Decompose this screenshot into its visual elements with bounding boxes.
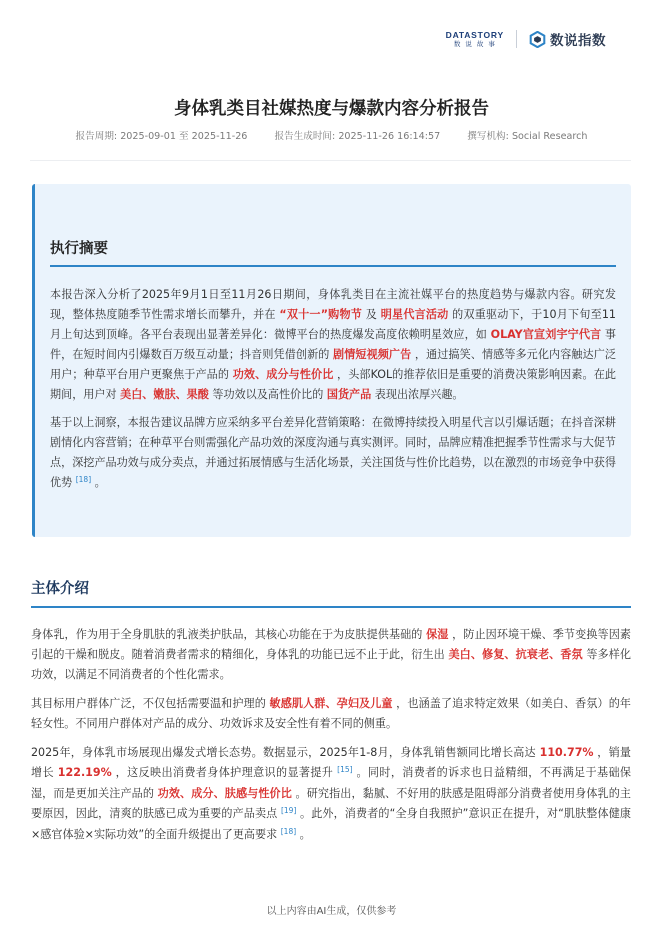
datastory-logo-word: DATASTORY xyxy=(445,29,504,40)
citation-link[interactable]: [19] xyxy=(280,806,297,815)
text-run: 的双重驱动下，于10月下旬至11月上旬达到顶峰。各平台表现出显著差异化：微博平台的热度爆发高度依赖明星效应，如 xyxy=(50,308,616,341)
text-run: ，头部KOL的推荐依旧是重要的消费决策影响因素。在此期间，用户对 xyxy=(50,368,616,401)
brand-header xyxy=(446,29,606,49)
text-run: 。同时，消费者的诉求也日益精细，不再满足于基础保湿，而是更加关注产品的 xyxy=(31,766,631,800)
executive-summary-heading: 执行摘要 xyxy=(50,237,616,267)
brand-divider xyxy=(516,30,517,48)
subject-introduction-section xyxy=(31,577,631,846)
text-run: 。研究指出，黏腻、不好用的肤感是阻碍部分消费者使用身体乳的主要原因，因此，清爽的肤感已成为重要的产品卖点 xyxy=(31,787,632,820)
highlight-efficacy-ingredients: 功效、成分与性价比 xyxy=(232,368,334,381)
text-run: 等多样化功效，以满足不同消费者的个性化需求。 xyxy=(31,648,632,681)
highlight-consumer-focus: 功效、成分、肤感与性价比 xyxy=(157,787,292,800)
text-run: 本报告深入分析了2025年9月1日至11月26日期间，身体乳类目在主流社媒平台的热度趋势与爆款内容。研究发现，整体热度随季节性需求增长而攀升，并在 xyxy=(50,288,616,321)
brand-name: 数说指数 xyxy=(550,33,606,49)
text-run: ，防止因环境干燥、季节变换等因素引起的干燥和脱皮。随着消费者需求的精细化，身体乳的功能已远不止于此，衍生出 xyxy=(31,628,631,661)
intro-paragraph-1 xyxy=(31,625,631,685)
highlight-double-eleven: “双十一”购物节 xyxy=(279,308,363,321)
summary-paragraph-1 xyxy=(50,285,616,405)
text-run: 身体乳，作为用于全身肌肤的乳液类护肤品，其核心功能在于为皮肤提供基础的 xyxy=(31,628,427,641)
highlight-sales-growth: 110.77% xyxy=(539,746,594,759)
intro-paragraph-2 xyxy=(31,694,631,734)
datastory-logo-sub: 数说故事 xyxy=(453,39,500,48)
citation-link[interactable]: [18] xyxy=(75,475,92,484)
highlight-domestic-products: 国货产品 xyxy=(326,388,372,401)
highlight-celebrity-endorsement: 明星代言活动 xyxy=(380,308,449,321)
citation-link[interactable]: [18] xyxy=(280,827,297,836)
text-run: ，销量增长 xyxy=(31,746,631,779)
highlight-target-users: 敏感肌人群、孕妇及儿童 xyxy=(269,697,393,710)
subject-introduction-heading: 主体介绍 xyxy=(31,577,631,608)
summary-paragraph-2 xyxy=(50,413,616,494)
footer-disclaimer: 以上内容由AI生成，仅供参考 xyxy=(266,906,397,917)
intro-paragraph-3 xyxy=(31,743,631,846)
highlight-whitening-tender-acid: 美白、嫩肤、果酸 xyxy=(120,388,209,401)
text-run: 等功效以及高性价比的 xyxy=(208,388,327,401)
report-title: 身体乳类目社媒热度与爆款内容分析报告 xyxy=(174,99,489,119)
text-run: ，这反映出消费者身体护理意识的显著提升 xyxy=(111,766,338,779)
text-run: 。此外，消费者的“全身自我照护”意识正在提升，对“肌肤整体健康×感官体验×实际功效”的全面升级提出了更高要求 xyxy=(31,807,631,841)
text-run: ，也涵盖了追求特定效果（如美白、香氛）的年轻女性。不同用户群体对产品的成分、功效诉求及安全性有着不同的侧重。 xyxy=(31,697,631,730)
datastory-logo xyxy=(446,30,504,49)
text-run: ，通过搞笑、情感等多元化内容触达广泛用户；种草平台用户更聚焦于产品的 xyxy=(50,348,617,381)
highlight-drama-video-ads: 剧情短视频广告 xyxy=(333,348,412,361)
header-divider xyxy=(30,160,631,161)
citation-link[interactable]: [15] xyxy=(337,765,353,774)
shuoshuo-index-logo-icon xyxy=(529,31,546,48)
report-period: 报告周期: 2025-09-01 至 2025-11-26 xyxy=(75,131,248,142)
text-run: 及 xyxy=(362,308,381,321)
text-run: 。 xyxy=(91,476,106,489)
highlight-efficacy-types: 美白、修复、抗衰老、香氛 xyxy=(448,648,583,661)
highlight-olay-endorsement: OLAY官宣刘宇宁代言 xyxy=(490,328,602,341)
highlight-volume-growth: 122.19% xyxy=(57,766,112,779)
text-run: 其目标用户群体广泛，不仅包括需要温和护理的 xyxy=(31,697,270,710)
report-meta xyxy=(0,128,663,142)
text-run: 表现出浓厚兴趣。 xyxy=(371,388,464,401)
text-run: 2025年，身体乳市场展现出爆发式增长态势。数据显示，2025年1-8月，身体乳销售额同比增长高达 xyxy=(31,746,540,759)
highlight-moisturizing: 保湿 xyxy=(426,628,449,641)
report-author: 撰写机构: Social Research xyxy=(467,131,588,142)
report-generated-time: 报告生成时间: 2025-11-26 16:14:57 xyxy=(274,131,441,142)
executive-summary-box xyxy=(32,184,631,537)
text-run: 。 xyxy=(296,828,311,841)
text-run: 基于以上洞察，本报告建议品牌方应采纳多平台差异化营销策略：在微博持续投入明星代言以引爆话题；在抖音深耕剧情化内容营销；在种草平台则需强化产品功效的深度沟通与真实测评。同时，品牌应精准把握季节性需求与大促节点，深挖产品功效与成分卖点，并通过拓展情感与生活化场景，关注国货与性价比趋势，以在激烈的市场竞争中获得优势 xyxy=(50,416,616,489)
text-run: 事件，在短时间内引爆数百万级互动量；抖音则凭借创新的 xyxy=(50,328,616,361)
